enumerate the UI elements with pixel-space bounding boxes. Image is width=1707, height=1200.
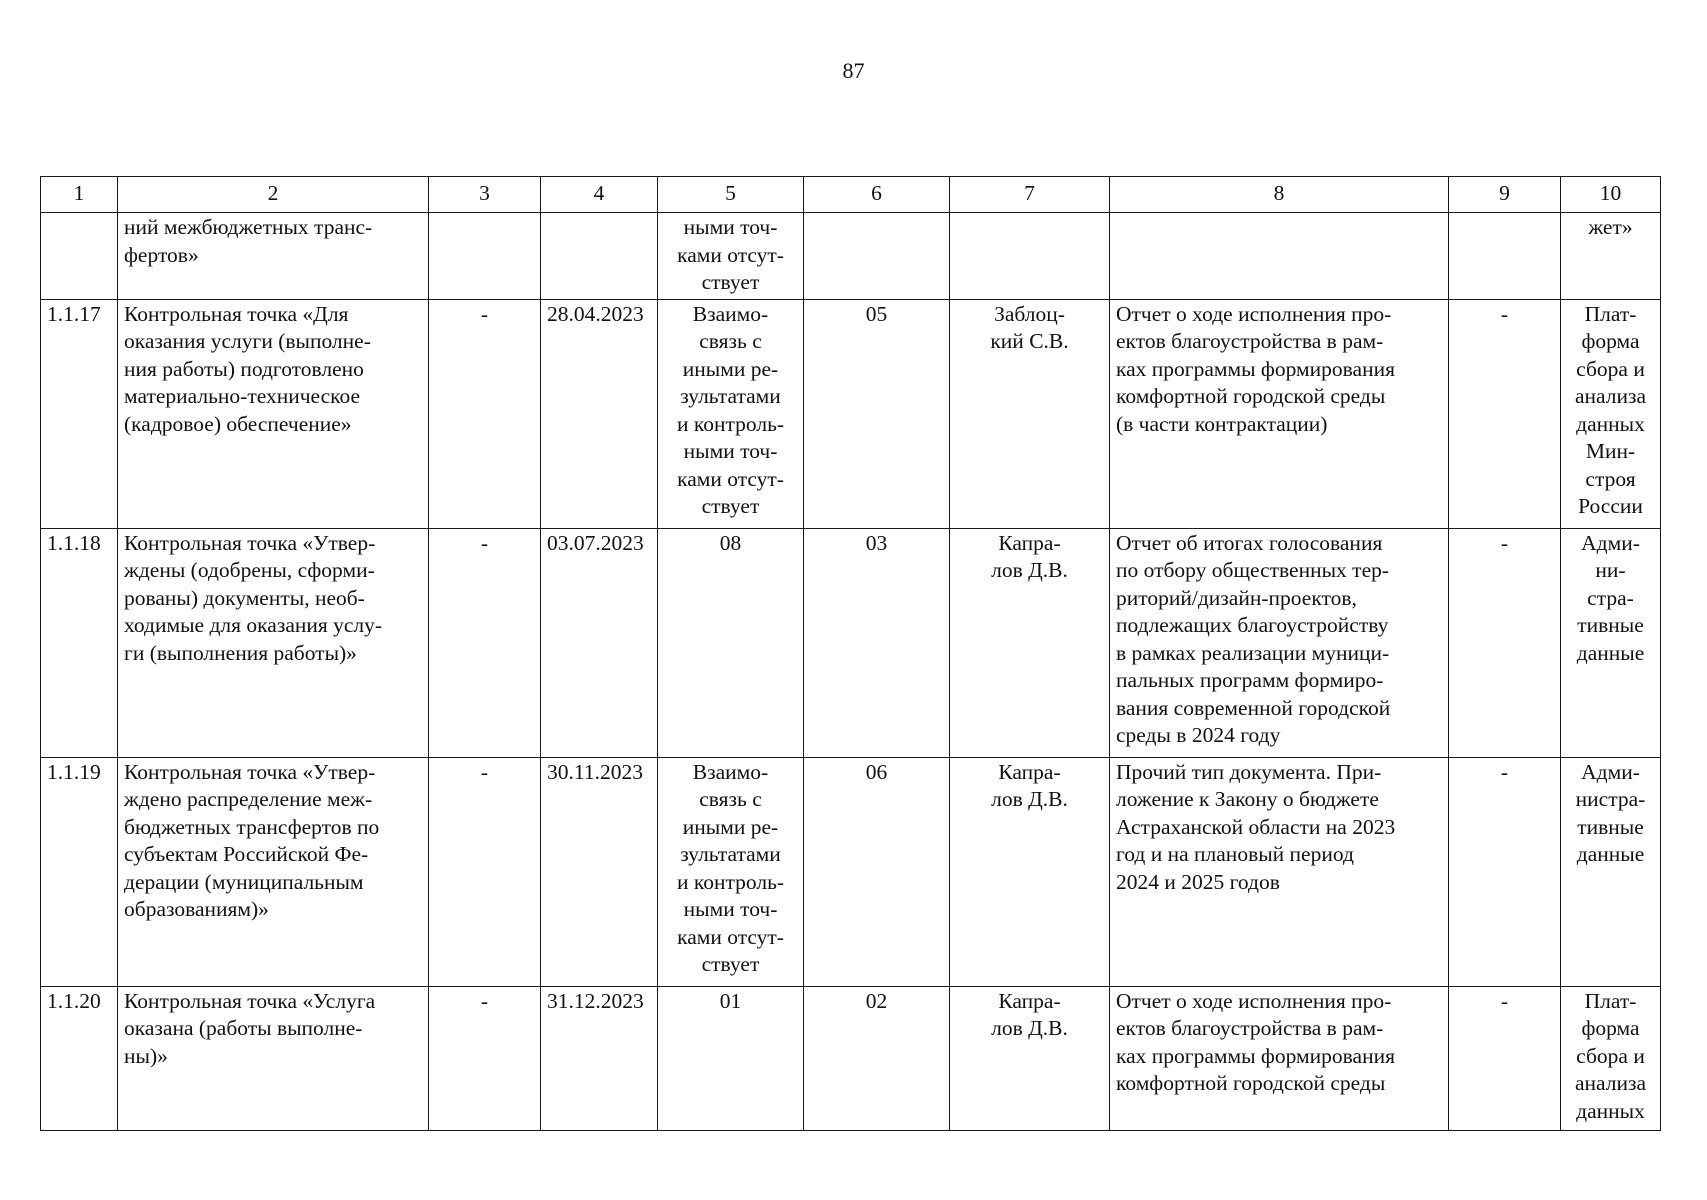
date-cell: 31.12.2023: [541, 986, 658, 1130]
document-cell: Отчет о ходе исполнения про- ектов благоустройства в рам- ках программы формирования комфортной городской среды (в части контрактации): [1110, 299, 1449, 528]
control-point-name: Контрольная точка «Утвер- ждены (одобрены, сформи- рованы) документы, необ- ходимые для оказания услу- ги (выполнения работы)»: [118, 528, 429, 757]
responsible-cell: Капра- лов Д.В.: [950, 986, 1110, 1130]
source-cell: Плат- форма сбора и анализа данных: [1561, 986, 1661, 1130]
relation-cell: Взаимо- связь с иными ре- зультатами и контроль- ными точ- ками отсут- ствует: [658, 299, 804, 528]
cell-col-9: [1449, 213, 1561, 300]
document-cell: Отчет об итогах голосования по отбору общественных тер- риторий/дизайн-проектов, подлежащих благоустройству в рамках реализации муници- пальных программ формиро- вания современной городской среды в 2024 году: [1110, 528, 1449, 757]
cell-col-3: -: [429, 528, 541, 757]
table-row: [41, 213, 1661, 300]
column-header: 6: [804, 177, 950, 213]
relation-cell: ными точ- ками отсут- ствует: [658, 213, 804, 300]
column-header: 3: [429, 177, 541, 213]
column-header: 9: [1449, 177, 1561, 213]
source-cell: Адми- ни- стра- тивные данные: [1561, 528, 1661, 757]
row-number: 1.1.19: [41, 757, 118, 986]
document-cell: [1110, 213, 1449, 300]
source-cell: жет»: [1561, 213, 1661, 300]
date-cell: 30.11.2023: [541, 757, 658, 986]
column-header: 2: [118, 177, 429, 213]
column-header: 5: [658, 177, 804, 213]
source-cell: Адми- нистра- тивные данные: [1561, 757, 1661, 986]
cell-col-9: -: [1449, 757, 1561, 986]
relation-cell: 01: [658, 986, 804, 1130]
control-point-name: Контрольная точка «Утвер- ждено распределение меж- бюджетных трансфертов по субъектам Российской Фе- дерации (муниципальным образованиям)»: [118, 757, 429, 986]
data-table: [40, 176, 1661, 1131]
control-point-name: Контрольная точка «Услуга оказана (работы выполне- ны)»: [118, 986, 429, 1130]
document-cell: Прочий тип документа. При- ложение к Закону о бюджете Астраханской области на 2023 год и на плановый период 2024 и 2025 годов: [1110, 757, 1449, 986]
cell-col-9: -: [1449, 528, 1561, 757]
column-header: 4: [541, 177, 658, 213]
table-row: [41, 299, 1661, 528]
row-number: 1.1.20: [41, 986, 118, 1130]
page-number: 87: [842, 58, 865, 83]
table-row: [41, 528, 1661, 757]
row-number: [41, 213, 118, 300]
row-number: 1.1.17: [41, 299, 118, 528]
table-row: [41, 986, 1661, 1130]
relation-cell: 08: [658, 528, 804, 757]
document-cell: Отчет о ходе исполнения про- ектов благоустройства в рам- ках программы формирования комфортной городской среды: [1110, 986, 1449, 1130]
cell-col-6: 03: [804, 528, 950, 757]
date-cell: 28.04.2023: [541, 299, 658, 528]
responsible-cell: Заблоц- кий С.В.: [950, 299, 1110, 528]
cell-col-6: 06: [804, 757, 950, 986]
cell-col-6: 02: [804, 986, 950, 1130]
cell-col-6: [804, 213, 950, 300]
cell-col-3: -: [429, 986, 541, 1130]
column-header: 10: [1561, 177, 1661, 213]
responsible-cell: [950, 213, 1110, 300]
table-row: [41, 757, 1661, 986]
column-header: 1: [41, 177, 118, 213]
table-header-row: [41, 177, 1661, 213]
responsible-cell: Капра- лов Д.В.: [950, 528, 1110, 757]
cell-col-3: -: [429, 757, 541, 986]
control-point-name: Контрольная точка «Для оказания услуги (выполне- ния работы) подготовлено материально-техническое (кадровое) обеспечение»: [118, 299, 429, 528]
row-number: 1.1.18: [41, 528, 118, 757]
date-cell: 03.07.2023: [541, 528, 658, 757]
relation-cell: Взаимо- связь с иными ре- зультатами и контроль- ными точ- ками отсут- ствует: [658, 757, 804, 986]
control-point-name: ний межбюджетных транс- фертов»: [118, 213, 429, 300]
column-header: 7: [950, 177, 1110, 213]
column-header: 8: [1110, 177, 1449, 213]
date-cell: [541, 213, 658, 300]
cell-col-9: -: [1449, 986, 1561, 1130]
cell-col-3: [429, 213, 541, 300]
cell-col-9: -: [1449, 299, 1561, 528]
cell-col-6: 05: [804, 299, 950, 528]
source-cell: Плат- форма сбора и анализа данных Мин- строя России: [1561, 299, 1661, 528]
responsible-cell: Капра- лов Д.В.: [950, 757, 1110, 986]
cell-col-3: -: [429, 299, 541, 528]
